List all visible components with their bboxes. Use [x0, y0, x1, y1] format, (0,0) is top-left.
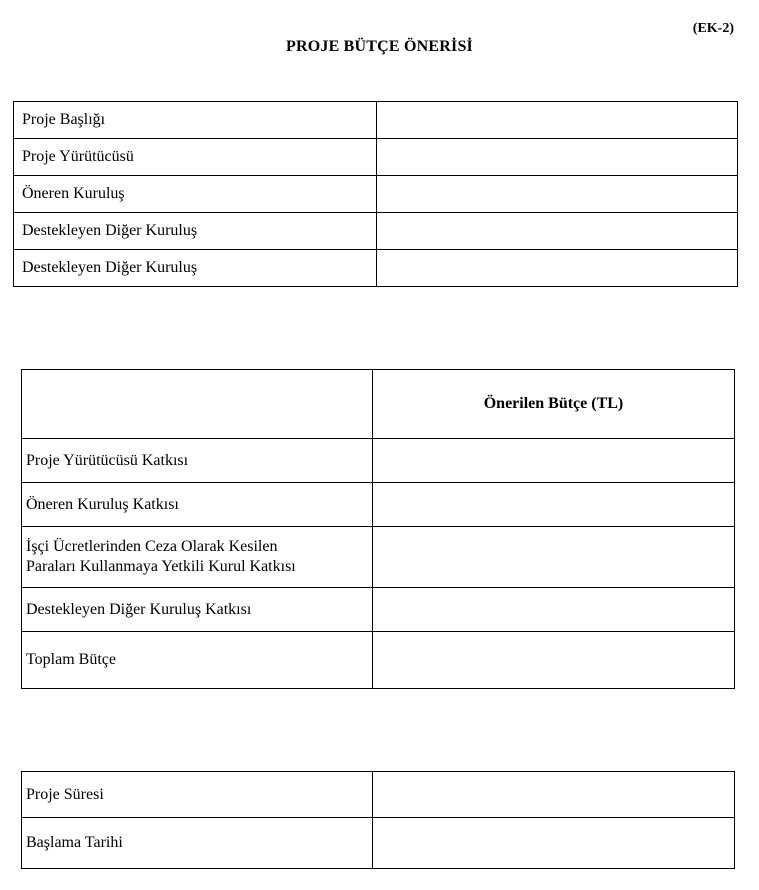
table-row [14, 176, 738, 213]
manager-contribution-field[interactable] [373, 439, 735, 483]
project-info-table [13, 101, 738, 287]
table-row [22, 439, 735, 483]
header-empty-cell [22, 370, 373, 439]
penalty-fund-label-line-2: Paraları Kullanmaya Yetkili Kurul Katkısı [26, 558, 296, 575]
proposing-org-label: Öneren Kuruluş [14, 176, 377, 213]
penalty-fund-label-line-1: İşçi Ücretlerinden Ceza Olarak Kesilen [26, 538, 278, 555]
start-date-field[interactable] [373, 818, 735, 869]
proposed-budget-header: Önerilen Bütçe (TL) [373, 370, 735, 439]
proposing-org-contribution-field[interactable] [373, 483, 735, 527]
proposing-org-contribution-label: Öneren Kuruluş Katkısı [22, 483, 373, 527]
table-header-row [22, 370, 735, 439]
supporting-org-2-field[interactable] [377, 250, 738, 287]
project-title-field[interactable] [377, 102, 738, 139]
supporting-org-1-field[interactable] [377, 213, 738, 250]
table-row [14, 102, 738, 139]
start-date-label: Başlama Tarihi [22, 818, 373, 869]
project-title-label: Proje Başlığı [14, 102, 377, 139]
total-budget-label: Toplam Bütçe [22, 632, 373, 689]
document-code: (EK-2) [692, 21, 734, 36]
table-row [14, 213, 738, 250]
table-row [22, 772, 735, 818]
manager-contribution-label: Proje Yürütücüsü Katkısı [22, 439, 373, 483]
table-row [22, 588, 735, 632]
proposing-org-field[interactable] [377, 176, 738, 213]
project-manager-field[interactable] [377, 139, 738, 176]
page-title: PROJE BÜTÇE ÖNERİSİ [286, 38, 473, 55]
table-row [14, 139, 738, 176]
penalty-fund-contribution-field[interactable] [373, 527, 735, 588]
total-budget-field[interactable] [373, 632, 735, 689]
table-row [22, 818, 735, 869]
supporting-org-2-label: Destekleyen Diğer Kuruluş [14, 250, 377, 287]
project-manager-label: Proje Yürütücüsü [14, 139, 377, 176]
table-row [22, 527, 735, 588]
supporting-org-contribution-field[interactable] [373, 588, 735, 632]
budget-table [21, 369, 735, 689]
table-row [14, 250, 738, 287]
project-duration-field[interactable] [373, 772, 735, 818]
supporting-org-contribution-label: Destekleyen Diğer Kuruluş Katkısı [22, 588, 373, 632]
project-duration-label: Proje Süresi [22, 772, 373, 818]
penalty-fund-contribution-label [22, 527, 373, 588]
table-row [22, 632, 735, 689]
table-row [22, 483, 735, 527]
supporting-org-1-label: Destekleyen Diğer Kuruluş [14, 213, 377, 250]
project-duration-table [21, 771, 735, 869]
